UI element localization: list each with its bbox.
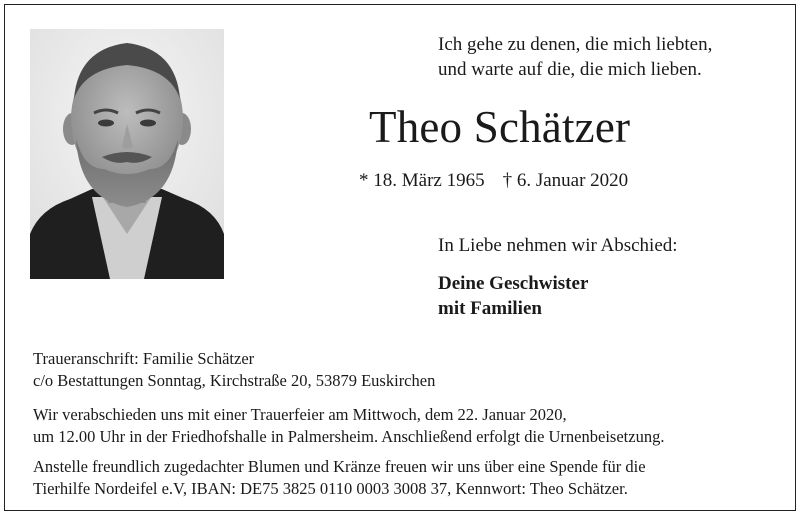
quote: [438, 32, 712, 82]
farewell-text: In Liebe nehmen wir Abschied:: [438, 235, 678, 256]
deceased-name: Theo Schätzer: [369, 102, 631, 152]
donation-line-2: Tierhilfe Nordeifel e.V, IBAN: DE75 3825 0110 0003 3008 37, Kennwort: Theo Schätzer.: [33, 478, 628, 498]
donation-line-1: Anstelle freundlich zugedachter Blumen und Kränze freuen wir uns über eine Spende für die: [33, 457, 646, 476]
service-info: [33, 404, 664, 447]
donation-info: [33, 456, 646, 499]
mourners: [438, 271, 588, 321]
death-date: † 6. Januar 2020: [502, 170, 629, 191]
address-line-2: c/o Bestattungen Sonntag, Kirchstraße 20, 53879 Euskirchen: [33, 370, 436, 390]
portrait-photo: [30, 29, 224, 279]
life-dates: [359, 168, 628, 194]
portrait-photo-icon: [30, 29, 224, 279]
service-line-1: Wir verabschieden uns mit einer Trauerfeier am Mittwoch, dem 22. Januar 2020,: [33, 405, 567, 424]
obituary-card: [4, 4, 796, 511]
birth-date: * 18. März 1965: [359, 170, 485, 191]
address-line-1: Traueranschrift: Familie Schätzer: [33, 349, 255, 368]
mourning-address: [33, 348, 435, 391]
quote-line-2: und warte auf die, die mich lieben.: [438, 59, 702, 80]
service-line-2: um 12.00 Uhr in der Friedhofshalle in Palmersheim. Anschließend erfolgt die Urnenbeisetzung.: [33, 426, 665, 446]
quote-line-1: Ich gehe zu denen, die mich liebten,: [438, 34, 713, 55]
mourners-line-2: mit Familien: [438, 298, 542, 319]
mourners-line-1: Deine Geschwister: [438, 273, 589, 294]
